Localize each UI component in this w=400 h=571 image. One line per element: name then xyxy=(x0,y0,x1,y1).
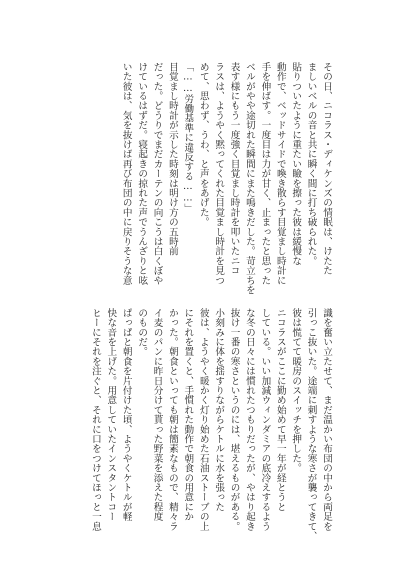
text-line: けているはずだ。寝起きの掠れた声でうんざりと呟 xyxy=(136,62,148,286)
text-line: いた彼は、気を抜けば再び布団の中に戻りそうな意 xyxy=(120,62,132,286)
text-line: 貼りついたように重たい瞼を擦った彼は緩慢な xyxy=(290,62,302,266)
text-line: 彼は、ようやく暖かく灯り始めた石油ストーブの上 xyxy=(197,308,209,532)
text-line: 引っこ抜いた。途端に刺すような寒さが襲ってきて、 xyxy=(305,308,317,541)
text-line: 表す様にもう一度強く目覚まし時計を叩いたニコ xyxy=(228,62,240,276)
text-line: イ麦のパンに昨日分けて貰った野菜を添えた程度 xyxy=(151,308,163,522)
text-line: ヒーにそれを注ぐと、それに口をつけてほっと一息 xyxy=(89,308,101,532)
text-line: 目覚まし時計が示した時刻は明け方の五時前 xyxy=(166,62,178,256)
text-line: のものだ。 xyxy=(136,308,148,357)
text-line: その日、ニコラス・ディケンズの情眠は、けたた xyxy=(321,62,332,276)
text-line: 小刻みに体を揺すりながらケトルに水を張った xyxy=(213,308,225,512)
text-line: 手を伸ばす。一度目は力が甘く、止まったと思った xyxy=(259,62,271,286)
text-line: 動作で、ベッドサイドで喚き散らす目覚まし時計に xyxy=(274,62,286,286)
text-line: にそれを置くと、手慣れた動作で朝食の用意にか xyxy=(182,308,194,522)
text-line: ましいベルの音と共に瞬く間に打ち破られた。 xyxy=(305,62,317,266)
text-line: 抜け一番の寒さというのには、堪えるものがある。 xyxy=(228,308,240,532)
text-line: ニコラスがここに勤め始めて早一年が経とうと xyxy=(274,308,286,512)
text-line: だった。どうりでまだカーテンの向こうは白くぼや xyxy=(151,62,163,286)
text-block-top xyxy=(118,62,334,294)
text-line: な冬の日々には慣れたつもりだったが、やはり起き xyxy=(243,308,255,532)
text-line: 識を奮い立たせて、まだ温かい布団の中から両足を xyxy=(321,308,332,532)
text-line: ぱっぱと朝食を片付けた頃、ようやくケトルが軽 xyxy=(120,308,132,522)
text-line: 「……労働基準に違反する……」 xyxy=(182,62,194,214)
text-line: している。いい加減ウィンダミアの底冷えするよう xyxy=(259,308,271,532)
text-line: 彼は慌てて暖房のスイッチを押した。 xyxy=(290,308,302,473)
text-line: かった。朝食といっても朝は簡素なもので、精々ラ xyxy=(166,308,178,532)
text-block-bottom xyxy=(88,308,335,540)
text-line: ラスは、ようやく黙ってくれた目覚まし時計を見つ xyxy=(213,62,225,286)
text-line: ベルがやや途切れた瞬間にまた鳴きだした。苛立ちを xyxy=(243,62,255,295)
text-line: 快な音を上げた。用意していたインスタントコー xyxy=(105,308,117,522)
text-line: めて、思わず、うわ、と声をあげた。 xyxy=(197,62,209,227)
